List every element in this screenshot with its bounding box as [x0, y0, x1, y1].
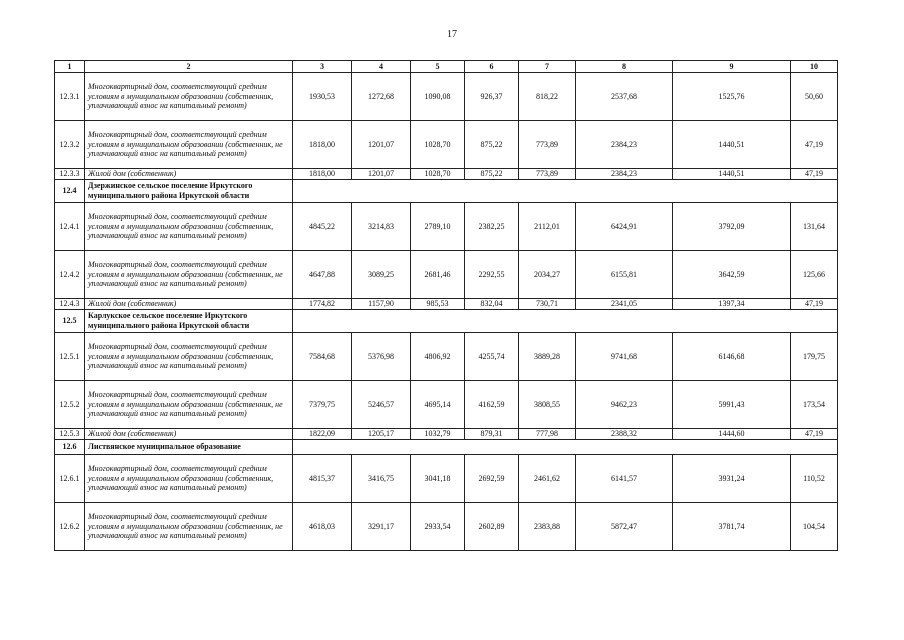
value-cell: 2383,88: [519, 503, 576, 551]
value-cell: 2384,23: [576, 121, 673, 169]
row-number: 12.5.3: [55, 429, 85, 440]
row-number: 12.4.3: [55, 299, 85, 310]
header-cell: 1: [55, 61, 85, 73]
value-cell: 9741,68: [576, 333, 673, 381]
table-row: [55, 251, 838, 299]
section-title: Листвянское муниципальное образование: [85, 440, 293, 455]
header-cell: 4: [352, 61, 411, 73]
row-description: Многоквартирный дом, соответствующий средним условиям в муниципальном образовании (собственник, не уплачивающий взнос на капитальный ремонт): [85, 381, 293, 429]
value-cell: 985,53: [411, 299, 465, 310]
row-description: Многоквартирный дом, соответствующий средним условиям в муниципальном образовании (собственник, уплачивающий взнос на капитальный ремонт): [85, 455, 293, 503]
row-description: Многоквартирный дом, соответствующий средним условиям в муниципальном образовании (собственник, не уплачивающий взнос на капитальный ремонт): [85, 121, 293, 169]
value-cell: 3781,74: [673, 503, 791, 551]
value-cell: 1028,70: [411, 121, 465, 169]
value-cell: 2681,46: [411, 251, 465, 299]
value-cell: 1774,82: [293, 299, 352, 310]
header-cell: 2: [85, 61, 293, 73]
value-cell: 47,19: [791, 121, 838, 169]
value-cell: 4695,14: [411, 381, 465, 429]
row-number: 12.6.2: [55, 503, 85, 551]
value-cell: 1090,08: [411, 73, 465, 121]
table-header-row: [55, 61, 838, 73]
section-title: Карлукское сельское поселение Иркутского муниципального района Иркутской области: [85, 310, 293, 333]
tariff-table: [54, 60, 838, 551]
value-cell: 4618,03: [293, 503, 352, 551]
value-cell: 879,31: [465, 429, 519, 440]
value-cell: 1028,70: [411, 169, 465, 180]
row-number: 12.5.1: [55, 333, 85, 381]
value-cell: 110,52: [791, 455, 838, 503]
value-cell: 2388,32: [576, 429, 673, 440]
value-cell: 47,19: [791, 169, 838, 180]
value-cell: 47,19: [791, 429, 838, 440]
value-cell: 1157,90: [352, 299, 411, 310]
table-row: [55, 333, 838, 381]
row-description: Жилой дом (собственник): [85, 299, 293, 310]
section-row: [55, 440, 838, 455]
row-description: Многоквартирный дом, соответствующий средним условиям в муниципальном образовании (собственник, не уплачивающий взнос на капитальный ремонт): [85, 251, 293, 299]
value-cell: 179,75: [791, 333, 838, 381]
value-cell: 7584,68: [293, 333, 352, 381]
value-cell: 4845,22: [293, 203, 352, 251]
value-cell: 4815,37: [293, 455, 352, 503]
value-cell: 4647,88: [293, 251, 352, 299]
row-number: 12.5.2: [55, 381, 85, 429]
table-row: [55, 169, 838, 180]
value-cell: 773,89: [519, 169, 576, 180]
value-cell: 2034,27: [519, 251, 576, 299]
value-cell: 2382,25: [465, 203, 519, 251]
value-cell: 5376,98: [352, 333, 411, 381]
value-cell: 2789,10: [411, 203, 465, 251]
table-row: [55, 429, 838, 440]
row-number: 12.4.1: [55, 203, 85, 251]
value-cell: 2341,05: [576, 299, 673, 310]
table-row: [55, 121, 838, 169]
header-cell: 10: [791, 61, 838, 73]
row-description: Многоквартирный дом, соответствующий средним условиям в муниципальном образовании (собственник, не уплачивающий взнос на капитальный ремонт): [85, 503, 293, 551]
row-description: Жилой дом (собственник): [85, 429, 293, 440]
value-cell: 2112,01: [519, 203, 576, 251]
section-spacer: [293, 440, 838, 455]
value-cell: 3931,24: [673, 455, 791, 503]
value-cell: 1397,34: [673, 299, 791, 310]
value-cell: 2933,54: [411, 503, 465, 551]
value-cell: 1818,00: [293, 121, 352, 169]
value-cell: 2384,23: [576, 169, 673, 180]
value-cell: 2292,55: [465, 251, 519, 299]
value-cell: 3792,09: [673, 203, 791, 251]
value-cell: 1930,53: [293, 73, 352, 121]
value-cell: 2461,62: [519, 455, 576, 503]
header-cell: 6: [465, 61, 519, 73]
row-description: Многоквартирный дом, соответствующий средним условиям в муниципальном образовании (собственник, уплачивающий взнос на капитальный ремонт): [85, 333, 293, 381]
value-cell: 6146,68: [673, 333, 791, 381]
value-cell: 5246,57: [352, 381, 411, 429]
value-cell: 1525,76: [673, 73, 791, 121]
page-number: 17: [447, 29, 457, 40]
value-cell: 1818,00: [293, 169, 352, 180]
value-cell: 832,04: [465, 299, 519, 310]
row-number: 12.3.2: [55, 121, 85, 169]
value-cell: 4162,59: [465, 381, 519, 429]
section-row: [55, 180, 838, 203]
section-number: 12.6: [55, 440, 85, 455]
section-spacer: [293, 180, 838, 203]
header-cell: 5: [411, 61, 465, 73]
value-cell: 3089,25: [352, 251, 411, 299]
value-cell: 875,22: [465, 169, 519, 180]
section-row: [55, 310, 838, 333]
value-cell: 1201,07: [352, 121, 411, 169]
value-cell: 104,54: [791, 503, 838, 551]
value-cell: 2692,59: [465, 455, 519, 503]
value-cell: 3889,28: [519, 333, 576, 381]
value-cell: 3291,17: [352, 503, 411, 551]
value-cell: 818,22: [519, 73, 576, 121]
value-cell: 3642,59: [673, 251, 791, 299]
value-cell: 777,98: [519, 429, 576, 440]
section-number: 12.4: [55, 180, 85, 203]
value-cell: 875,22: [465, 121, 519, 169]
table-body: [55, 61, 838, 551]
value-cell: 1205,17: [352, 429, 411, 440]
table-row: [55, 299, 838, 310]
header-cell: 7: [519, 61, 576, 73]
value-cell: 6155,81: [576, 251, 673, 299]
row-description: Жилой дом (собственник): [85, 169, 293, 180]
row-number: 12.6.1: [55, 455, 85, 503]
value-cell: 1201,07: [352, 169, 411, 180]
table-row: [55, 381, 838, 429]
header-cell: 8: [576, 61, 673, 73]
value-cell: 2537,68: [576, 73, 673, 121]
value-cell: 1444,60: [673, 429, 791, 440]
value-cell: 3041,18: [411, 455, 465, 503]
value-cell: 1440,51: [673, 121, 791, 169]
value-cell: 1822,09: [293, 429, 352, 440]
value-cell: 5872,47: [576, 503, 673, 551]
value-cell: 4255,74: [465, 333, 519, 381]
value-cell: 1272,68: [352, 73, 411, 121]
value-cell: 9462,23: [576, 381, 673, 429]
value-cell: 6141,57: [576, 455, 673, 503]
table-row: [55, 455, 838, 503]
value-cell: 5991,43: [673, 381, 791, 429]
value-cell: 2602,89: [465, 503, 519, 551]
header-cell: 3: [293, 61, 352, 73]
row-number: 12.3.3: [55, 169, 85, 180]
value-cell: 6424,91: [576, 203, 673, 251]
row-number: 12.3.1: [55, 73, 85, 121]
value-cell: 3214,83: [352, 203, 411, 251]
section-number: 12.5: [55, 310, 85, 333]
header-cell: 9: [673, 61, 791, 73]
value-cell: 4806,92: [411, 333, 465, 381]
value-cell: 1032,79: [411, 429, 465, 440]
row-description: Многоквартирный дом, соответствующий средним условиям в муниципальном образовании (собственник, уплачивающий взнос на капитальный ремонт): [85, 203, 293, 251]
value-cell: 7379,75: [293, 381, 352, 429]
value-cell: 3416,75: [352, 455, 411, 503]
value-cell: 125,66: [791, 251, 838, 299]
table-row: [55, 203, 838, 251]
value-cell: 1440,51: [673, 169, 791, 180]
row-description: Многоквартирный дом, соответствующий средним условиям в муниципальном образовании (собственник, уплачивающий взнос на капитальный ремонт): [85, 73, 293, 121]
value-cell: 773,89: [519, 121, 576, 169]
row-number: 12.4.2: [55, 251, 85, 299]
value-cell: 47,19: [791, 299, 838, 310]
table-row: [55, 503, 838, 551]
value-cell: 926,37: [465, 73, 519, 121]
value-cell: 173,54: [791, 381, 838, 429]
value-cell: 131,64: [791, 203, 838, 251]
table-row: [55, 73, 838, 121]
section-title: Дзержинское сельское поселение Иркутского муниципального района Иркутской области: [85, 180, 293, 203]
section-spacer: [293, 310, 838, 333]
value-cell: 730,71: [519, 299, 576, 310]
value-cell: 50,60: [791, 73, 838, 121]
value-cell: 3808,55: [519, 381, 576, 429]
